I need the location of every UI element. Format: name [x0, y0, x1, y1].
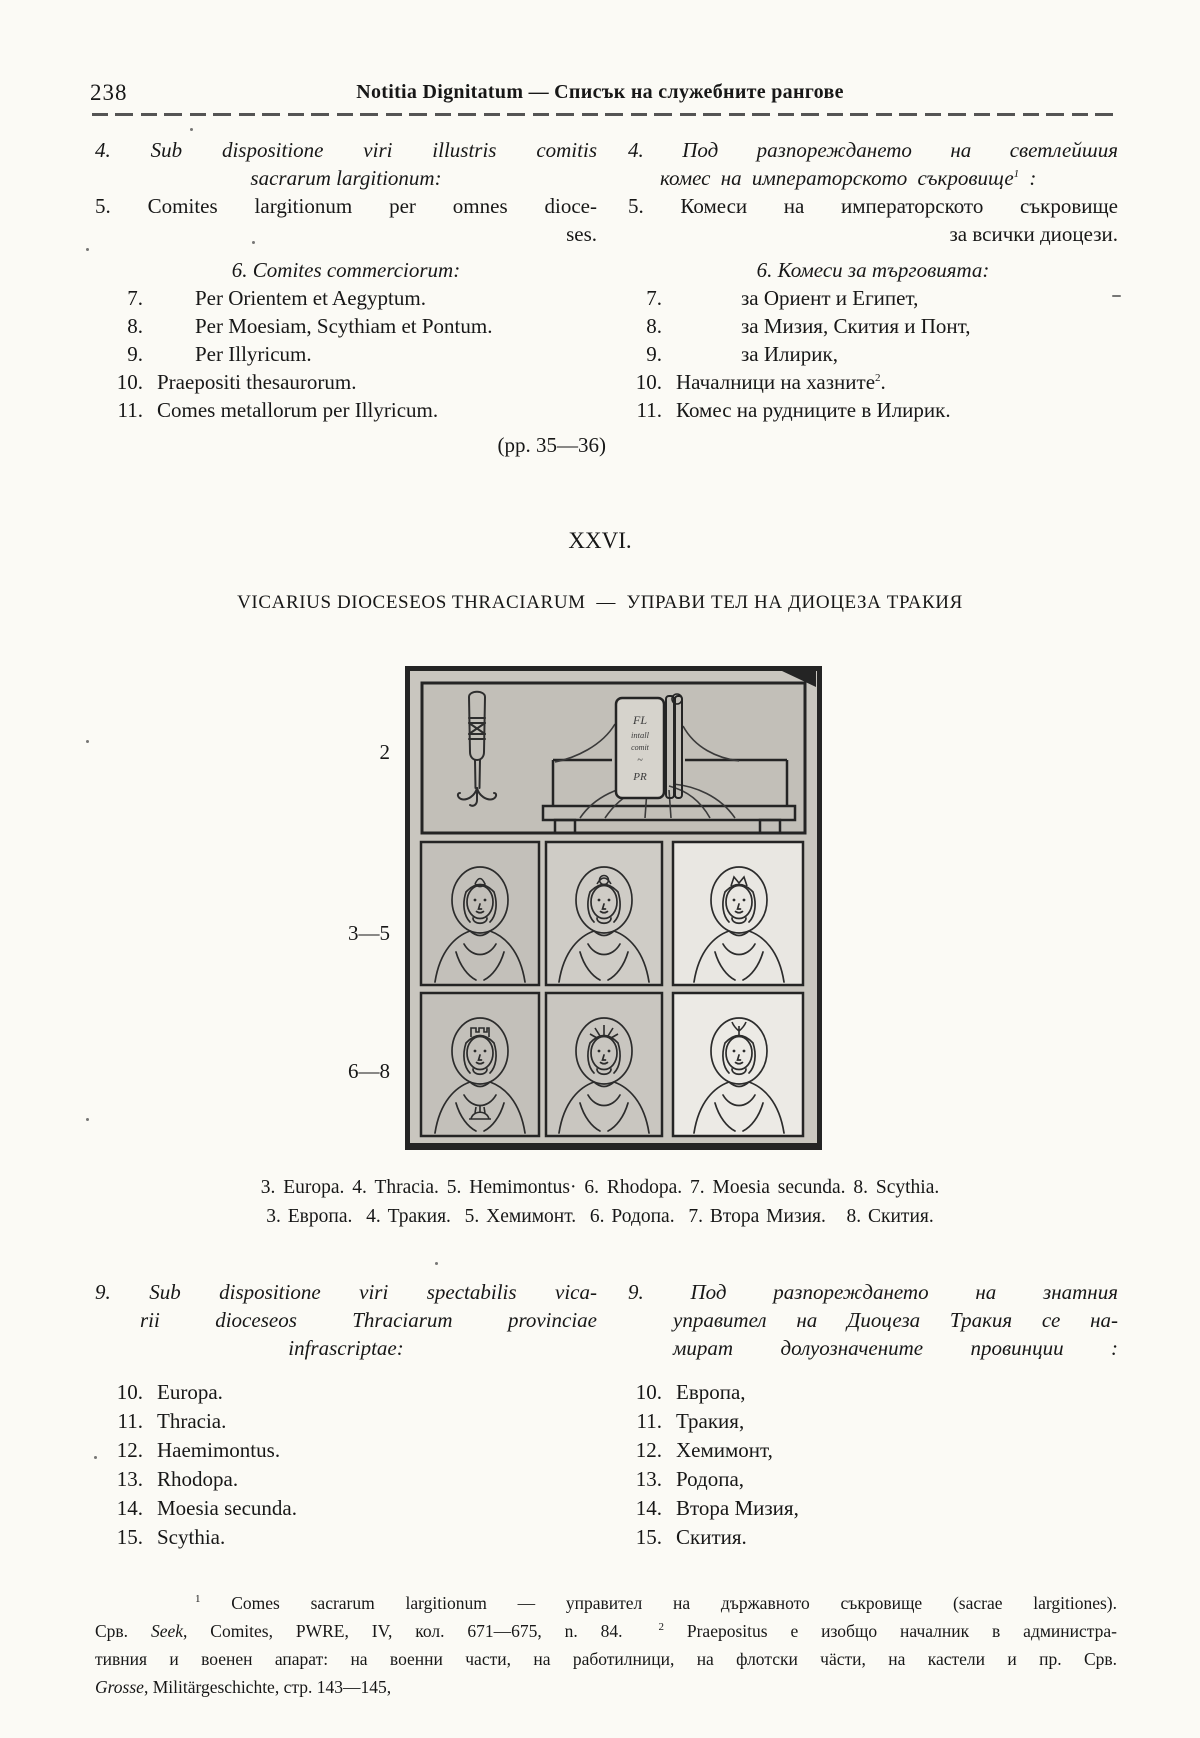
cited-author-seek: Seek: [150, 1621, 184, 1641]
footnote-ref-2: 2: [875, 372, 881, 384]
svg-text:FL: FL: [632, 713, 648, 727]
list-item: [95, 1378, 597, 1407]
latin-item-9: [95, 340, 597, 368]
ink-speck: [252, 241, 255, 244]
figure-row-label-6-8: 6—8: [348, 1059, 390, 1083]
figure-caption-bulgarian: 3. Европа. 4. Тракия. 5. Хемимонт. 6. Родопа. 7. Втора Мизия. 8. Скития.: [266, 1206, 934, 1227]
latin-item-8: [95, 312, 597, 340]
cited-author-grosse: Grosse: [95, 1677, 144, 1697]
latin-column-bottom: [95, 1278, 597, 1552]
footnote-2-marker: 2: [658, 1621, 664, 1634]
footnote-text: , Comites, PWRE, IV, кол. 671—675, n. 84.: [183, 1621, 623, 1641]
list-item: [628, 1523, 1118, 1552]
header-rule: [92, 113, 1118, 116]
figure-caption-latin: 3. Europa. 4. Thracia. 5. Hemimontus· 6. Rhodopa. 7. Moesia secunda. 8. Scythia.: [260, 1177, 940, 1198]
item-text: Тракия,: [676, 1409, 745, 1433]
ink-speck: [86, 248, 89, 251]
item-number: 13.: [116, 1467, 143, 1491]
bulgarian-item-9-line-2: управител на Диоцеза Тракия се на-: [673, 1308, 1118, 1332]
bulgarian-item-6: 6. Комеси за търговията:: [756, 258, 990, 282]
item-text: Per Moesiam, Scythiam et Pontum.: [195, 314, 493, 338]
latin-item-9-line-2: rii dioceseos Thraciarum provinciae: [140, 1308, 597, 1332]
bulgarian-item-9: [628, 340, 1118, 368]
svg-text:intall: intall: [631, 730, 649, 740]
item-text-main: Началници на хазните: [676, 370, 876, 394]
item-number: 7.: [127, 286, 143, 310]
footnote-text: Praepositus е изобщо началник в администра-: [663, 1621, 1117, 1641]
footnote-line-3: тивния и военен апарат: на военни части, на работилници, на флотски чäсти, на кастели и пр. Срв.: [95, 1649, 1117, 1669]
spacer: [628, 248, 1118, 256]
item-text-tail: .: [880, 370, 886, 394]
source-pages-reference: (pp. 35—36): [497, 433, 606, 457]
item-text: Scythia.: [157, 1525, 226, 1549]
page-number: 238: [90, 80, 128, 105]
bulgarian-item-10: [628, 368, 1118, 396]
insignia-panel-bottom: [421, 993, 803, 1136]
item-text: Комес на рудниците в Илирик.: [676, 398, 951, 422]
insignia-figure: [405, 666, 822, 1152]
item-text: Родопа,: [676, 1467, 745, 1491]
figure-row-label-2: 2: [379, 740, 390, 764]
list-item: [628, 1407, 1118, 1436]
item-number: 13.: [635, 1467, 662, 1491]
bulgarian-item-9-line-3: мират долуозначените провинции :: [673, 1336, 1118, 1360]
item-number: 12.: [635, 1438, 662, 1462]
latin-item-5-line-1: 5. Comites largitionum per omnes dioce-: [95, 194, 597, 218]
item-number: 10.: [116, 370, 143, 394]
item-number: 10.: [635, 1380, 662, 1404]
item-text: Per Orientem et Aegyptum.: [195, 286, 426, 310]
footnote-text: Срв.: [95, 1621, 151, 1641]
item-number: 15.: [116, 1525, 143, 1549]
item-number: 7.: [646, 286, 662, 310]
line-text: комес на императорското съкровище: [660, 166, 1014, 190]
list-item: [95, 1407, 597, 1436]
bulgarian-item-11: [628, 396, 1118, 424]
latin-item-9-line-3: infrascriptae:: [288, 1336, 404, 1360]
chapter-numeral: XXVI.: [568, 528, 632, 553]
latin-province-list: [95, 1378, 597, 1552]
footnote-ref-1: 1: [1013, 168, 1020, 180]
footnote-text: , Militärgeschichte, стр. 143—145,: [143, 1677, 392, 1697]
item-text: Втора Мизия,: [676, 1496, 799, 1520]
latin-item-6: 6. Comites commerciorum:: [231, 258, 461, 282]
item-number: 11.: [636, 398, 662, 422]
item-text: Хемимонт,: [676, 1438, 773, 1462]
list-item: [628, 1378, 1118, 1407]
item-text: Moesia secunda.: [157, 1496, 297, 1520]
spacer: [628, 1362, 1118, 1378]
item-number: 11.: [117, 398, 143, 422]
ink-speck: [1112, 295, 1121, 297]
item-number: 14.: [116, 1496, 143, 1520]
latin-item-5-line-2: ses.: [566, 222, 597, 246]
item-text: Haemimontus.: [157, 1438, 281, 1462]
insignia-figure-drawing: [405, 666, 822, 1152]
item-text: за Ориент и Египет,: [741, 286, 919, 310]
footnote-1: [95, 1589, 1117, 1617]
bulgarian-column-top: [628, 136, 1118, 424]
bulgarian-item-4-line-2: [628, 164, 1118, 192]
ink-speck: [86, 1118, 89, 1121]
footnote-line-2: [95, 1617, 1117, 1645]
item-number: 10.: [116, 1380, 143, 1404]
latin-item-4-line-1: 4. Sub dispositione viri illustris comitis: [95, 138, 597, 162]
footnote-line-4: [95, 1673, 1117, 1701]
bulgarian-item-5-line-2: за всички диоцези.: [949, 222, 1118, 246]
bulgarian-item-7: [628, 284, 1118, 312]
item-text: Европа,: [676, 1380, 746, 1404]
svg-text:comit: comit: [631, 743, 649, 752]
figure-row-label-3-5: 3—5: [348, 921, 390, 945]
svg-text:PR: PR: [633, 771, 647, 783]
insignia-panel-top: [422, 683, 805, 833]
latin-column-top: [95, 136, 597, 424]
ink-speck: [86, 740, 89, 743]
bulgarian-item-5-line-1: 5. Комеси на императорското съкровище: [628, 194, 1118, 218]
list-item: [95, 1494, 597, 1523]
item-text: за Илирик,: [741, 342, 838, 366]
item-text: Thracia.: [157, 1409, 227, 1433]
item-number: 8.: [646, 314, 662, 338]
item-text: Per Illyricum.: [195, 342, 312, 366]
running-title: Notitia Dignitatum — Списък на служебните рангове: [356, 81, 844, 103]
latin-item-4-line-2: sacrarum largitionum:: [250, 166, 442, 190]
figure-baseline-bar: [405, 1143, 822, 1150]
footnote-1-marker: 1: [195, 1593, 201, 1606]
item-text: Comes metallorum per Illyricum.: [157, 398, 439, 422]
item-number: 11.: [636, 1409, 662, 1433]
list-item: [95, 1465, 597, 1494]
list-item: [628, 1436, 1118, 1465]
bulgarian-column-bottom: [628, 1278, 1118, 1552]
item-number: 14.: [635, 1496, 662, 1520]
item-number: 15.: [635, 1525, 662, 1549]
item-number: 9.: [646, 342, 662, 366]
list-item: [95, 1436, 597, 1465]
item-number: 10.: [635, 370, 662, 394]
spacer: [95, 248, 597, 256]
item-text: Rhodopa.: [157, 1467, 239, 1491]
insignia-panel-middle: [421, 842, 803, 985]
item-number: 12.: [116, 1438, 143, 1462]
bulgarian-item-4-line-1: 4. Под разпореждането на светлейшия: [628, 138, 1118, 162]
line-text: :: [1019, 166, 1037, 190]
bulgarian-item-8: [628, 312, 1118, 340]
footnote-block: [95, 1589, 1117, 1701]
ink-speck: [190, 128, 193, 131]
latin-item-9-line-1: 9. Sub dispositione viri spectabilis vica-: [95, 1280, 597, 1304]
item-text: Praepositi thesaurorum.: [157, 370, 357, 394]
svg-text:~: ~: [637, 755, 643, 766]
list-item: [95, 1523, 597, 1552]
item-number: 9.: [127, 342, 143, 366]
bulgarian-province-list: [628, 1378, 1118, 1552]
footnote-1-text: Comes sacrarum largitionum — управител на държавното съкровище (sacrae largitiones).: [200, 1593, 1117, 1613]
item-text: [676, 368, 1118, 396]
item-number: 11.: [117, 1409, 143, 1433]
item-number: 8.: [127, 314, 143, 338]
bulgarian-item-9-line-1: 9. Под разпореждането на знатния: [628, 1280, 1118, 1304]
chapter-heading: VICARIUS DIOCESEOS THRACIARUM — УПРАВИ ТЕЛ НА ДИОЦЕЗА ТРАКИЯ: [237, 592, 963, 613]
item-text: Скития.: [676, 1525, 747, 1549]
spacer: [95, 1362, 597, 1378]
latin-item-11: [95, 396, 597, 424]
item-text: за Мизия, Скития и Понт,: [741, 314, 971, 338]
item-text: Europa.: [157, 1380, 223, 1404]
latin-item-7: [95, 284, 597, 312]
ink-speck: [435, 1262, 438, 1265]
latin-item-10: [95, 368, 597, 396]
ink-speck: [94, 1456, 97, 1459]
list-item: [628, 1494, 1118, 1523]
list-item: [628, 1465, 1118, 1494]
